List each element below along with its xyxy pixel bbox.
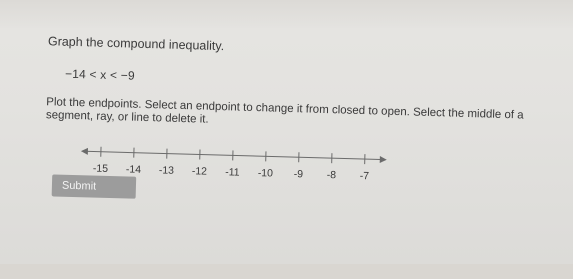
number-line-tick-label: -12 xyxy=(192,165,208,177)
number-line-tick-label: -10 xyxy=(258,167,274,179)
instruction-text: Plot the endpoints. Select an endpoint to change it from closed to open. Select the middle of a segment, ray, or line to delete it. xyxy=(46,96,567,137)
number-line-axis[interactable] xyxy=(81,148,387,164)
number-line-tick-label: -7 xyxy=(359,170,369,182)
number-line-tick-label: -14 xyxy=(126,163,142,175)
arrow-right-icon xyxy=(380,156,387,163)
submit-button[interactable]: Submit xyxy=(52,174,137,198)
inequality-expression: −14 < x < −9 xyxy=(65,67,135,83)
number-line-tick-label: -13 xyxy=(159,164,175,176)
number-line-tick-label: -9 xyxy=(294,168,304,180)
arrow-left-icon xyxy=(81,148,88,155)
number-line-tick-label: -8 xyxy=(327,169,337,181)
question-title: Graph the compound inequality. xyxy=(48,34,225,53)
number-line-tick-label: -11 xyxy=(225,166,240,178)
number-line-tick-label: -15 xyxy=(93,163,109,175)
